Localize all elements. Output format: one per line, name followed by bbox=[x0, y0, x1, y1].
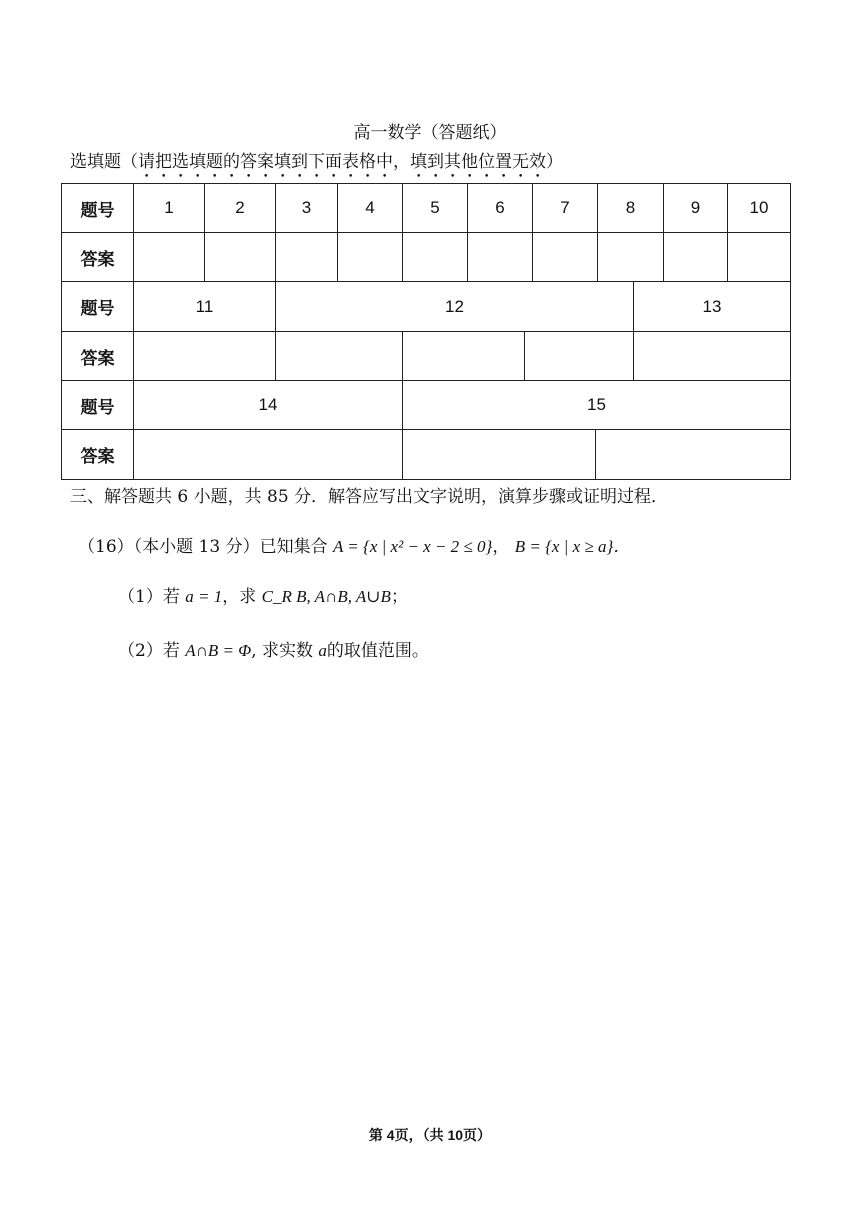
section-heading: 三、解答题共 6 小题，共 85 分．解答应写出文字说明，演算步骤或证明过程． bbox=[70, 487, 669, 507]
answer-cell bbox=[467, 232, 533, 282]
answer-cell bbox=[133, 429, 403, 480]
set-a-def: A = {x | x² − x − 2 ≤ 0} bbox=[332, 537, 493, 556]
question-number-cell: 15 bbox=[402, 380, 791, 430]
header-label: 题号 bbox=[61, 380, 134, 430]
answer-cell bbox=[727, 232, 791, 282]
answer-cell bbox=[402, 331, 525, 381]
answer-cell bbox=[524, 331, 634, 381]
answer-cell bbox=[402, 429, 596, 480]
question-number-cell: 2 bbox=[204, 183, 276, 233]
answer-cell bbox=[633, 331, 791, 381]
part1-prefix: （1）若 bbox=[118, 587, 180, 607]
question-number-cell: 13 bbox=[633, 281, 791, 332]
question-number-cell: 1 bbox=[133, 183, 205, 233]
instruction-line bbox=[70, 147, 563, 182]
page-title: 高一数学（答题纸） bbox=[353, 123, 507, 143]
question-number-cell: 14 bbox=[133, 380, 403, 430]
question-16 bbox=[78, 532, 630, 557]
header-label: 题号 bbox=[61, 281, 134, 332]
question-number-cell: 9 bbox=[663, 183, 728, 233]
question-16-part-2 bbox=[118, 636, 429, 661]
answer-cell bbox=[337, 232, 403, 282]
answer-cell bbox=[597, 232, 664, 282]
answer-cell bbox=[595, 429, 791, 480]
answer-cell bbox=[133, 331, 276, 381]
question-number-cell: 4 bbox=[337, 183, 403, 233]
question-number-cell: 7 bbox=[532, 183, 598, 233]
answer-label: 答案 bbox=[61, 232, 134, 282]
question-number-cell: 8 bbox=[597, 183, 664, 233]
question-number-cell: 10 bbox=[727, 183, 791, 233]
answer-cell bbox=[275, 331, 403, 381]
page-footer: 第 4页，（共 10页） bbox=[368, 1127, 492, 1143]
answer-cell bbox=[133, 232, 205, 282]
part2-variable: a bbox=[318, 641, 327, 660]
part1-condition: a = 1 bbox=[185, 587, 223, 606]
question-number-cell: 11 bbox=[133, 281, 276, 332]
answer-cell bbox=[663, 232, 728, 282]
part2-rest: , 求实数 bbox=[251, 641, 314, 661]
part1-expression: C_R B, A∩B, A∪B bbox=[261, 587, 391, 606]
answer-table bbox=[61, 183, 790, 479]
answer-cell bbox=[275, 232, 338, 282]
question-number-cell: 6 bbox=[467, 183, 533, 233]
part1-mid: ，求 bbox=[222, 587, 257, 607]
answer-cell bbox=[204, 232, 276, 282]
q16-sep: ， bbox=[492, 537, 510, 557]
question-16-part-1 bbox=[118, 582, 408, 607]
q16-intro: （16）（本小题 13 分）已知集合 bbox=[78, 537, 328, 557]
answer-label: 答案 bbox=[61, 331, 134, 381]
part2-prefix: （2）若 bbox=[118, 641, 180, 661]
header-label: 题号 bbox=[61, 183, 134, 233]
part1-end: ； bbox=[390, 587, 408, 607]
part2-condition: A∩B = Φ bbox=[185, 641, 252, 660]
set-b-def: B = {x | x ≥ a}． bbox=[514, 537, 631, 556]
answer-cell bbox=[532, 232, 598, 282]
answer-label: 答案 bbox=[61, 429, 134, 480]
part2-end: 的取值范围。 bbox=[326, 641, 429, 661]
instruction-prefix: 选填题（ bbox=[70, 152, 138, 172]
instruction-emphasis: 请把选填题的答案填到下面表格中，填到其他位置无效 bbox=[138, 152, 546, 172]
instruction-close: ） bbox=[546, 152, 563, 172]
question-number-cell: 5 bbox=[402, 183, 468, 233]
question-number-cell: 3 bbox=[275, 183, 338, 233]
answer-cell bbox=[402, 232, 468, 282]
question-number-cell: 12 bbox=[275, 281, 634, 332]
